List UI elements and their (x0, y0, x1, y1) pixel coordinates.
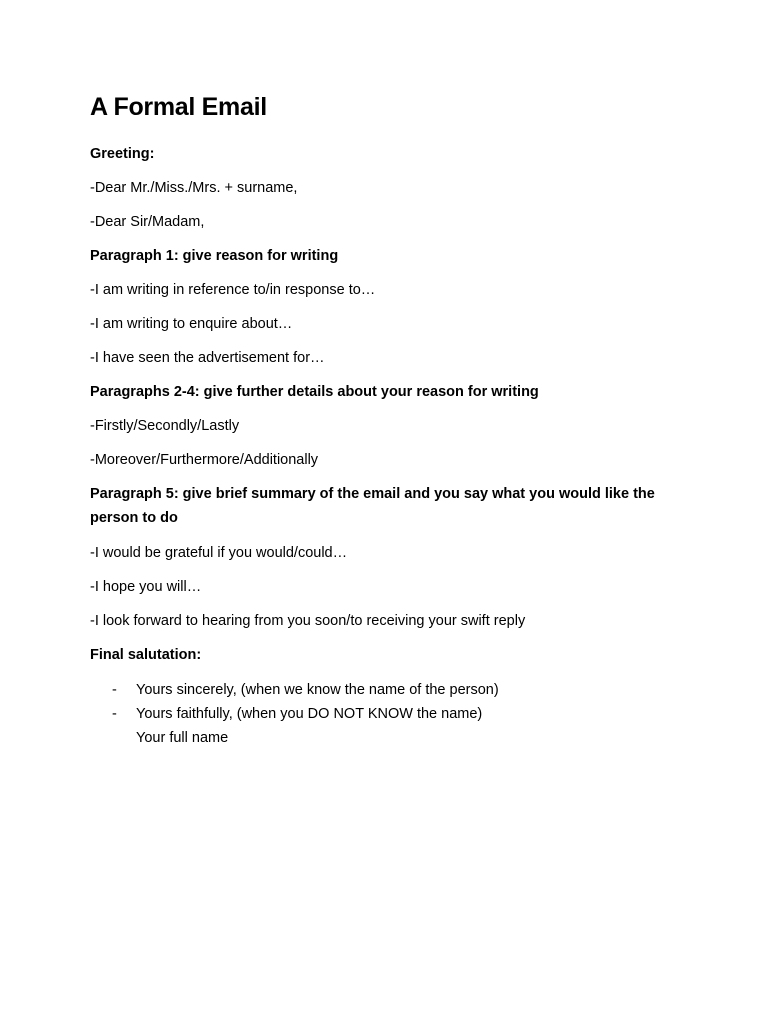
document-title: A Formal Email (90, 93, 267, 121)
bullet-dash: - (112, 682, 117, 698)
bullet-dash: - (112, 706, 117, 722)
paragraphs2-4-heading: Paragraphs 2-4: give further details about your reason for writing (90, 384, 539, 400)
paragraph5-line: -I hope you will… (90, 579, 202, 595)
paragraph5-heading: Paragraph 5: give brief summary of the email and you say what you would like the person to do (90, 486, 655, 526)
paragraph1-line: -I am writing to enquire about… (90, 316, 293, 332)
paragraph1-heading: Paragraph 1: give reason for writing (90, 248, 339, 264)
greeting-line: -Dear Mr./Miss./Mrs. + surname, (90, 180, 298, 196)
paragraph1-line: -I am writing in reference to/in response to… (90, 282, 376, 298)
paragraph1-line: -I have seen the advertisement for… (90, 350, 325, 366)
greeting-heading: Greeting: (90, 146, 155, 162)
salutation-option: Yours sincerely, (when we know the name of the person) (136, 682, 499, 698)
greeting-line: -Dear Sir/Madam, (90, 214, 205, 230)
paragraphs2-4-line: -Moreover/Furthermore/Additionally (90, 452, 319, 468)
paragraphs2-4-line: -Firstly/Secondly/Lastly (90, 418, 240, 434)
final-salutation-heading: Final salutation: (90, 647, 202, 663)
paragraph5-line: -I look forward to hearing from you soon/to receiving your swift reply (90, 613, 526, 629)
paragraph5-line: -I would be grateful if you would/could… (90, 545, 348, 561)
salutation-option: Yours faithfully, (when you DO NOT KNOW the name) (136, 706, 483, 722)
signature-line: Your full name (136, 730, 229, 746)
